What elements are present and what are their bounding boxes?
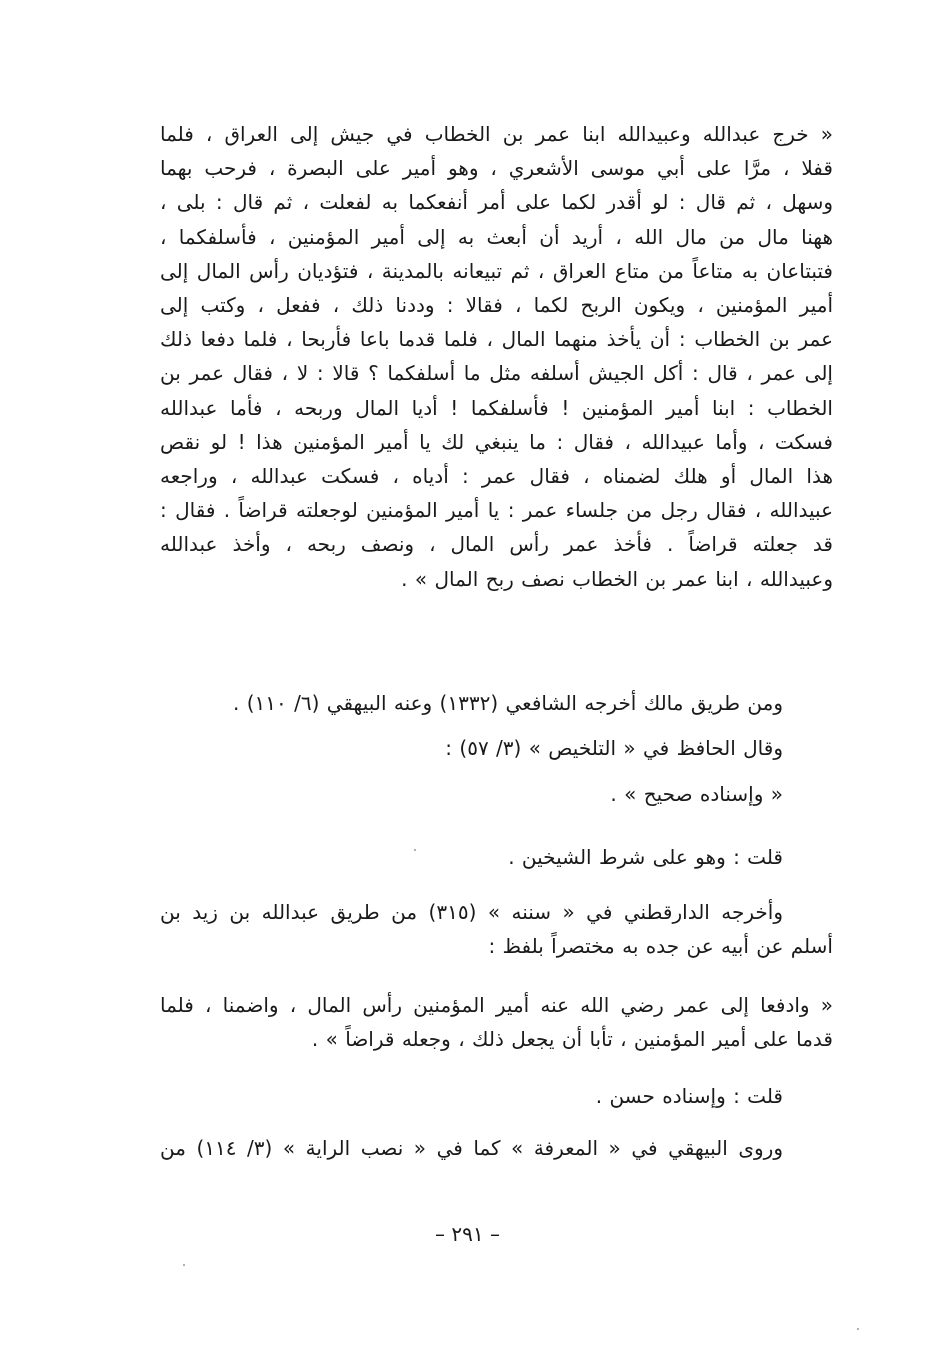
text-line: وسهل ، ثم قال : لو أقدر لكما على أمر أنفعكما به لفعلت ، ثم قال : بلى ، — [160, 190, 833, 215]
text-line: وروى البيهقي في « المعرفة » كما في « نصب الراية » (٣/ ١١٤) من — [160, 1136, 783, 1160]
text-line: فسكت ، وأما عبيدالله ، فقال : ما ينبغي لك يا أمير المؤمنين هذا ! لو نقص — [160, 429, 833, 454]
text-line: ومن طريق مالك أخرجه الشافعي (١٣٣٢) وعنه البيهقي (٦/ ١١٠) . — [232, 691, 783, 715]
narration-quote — [160, 117, 833, 596]
text-line: عمر بن الخطاب : أن يأخذ منهما المال ، فلما قدما باعا فأربحا ، فلما دفعا ذلك — [160, 327, 833, 352]
scan-speck — [183, 1264, 185, 1266]
text-line: هذا المال أو هلك لضمناه ، فقال عمر : أدياه ، فسكت عبدالله ، وراجعه — [160, 464, 833, 489]
text-line: ههنا مال من مال الله ، أريد أن أبعث به إلى أمير المؤمنين ، فأسلفكما ، — [160, 224, 833, 249]
paragraph-malik — [160, 686, 833, 720]
text-line: وقال الحافظ في « التلخيص » (٣/ ٥٧) : — [445, 736, 783, 760]
text-line: عبيدالله ، فقال رجل من جلساء عمر : يا أمير المؤمنين لوجعلته قراضاً . فقال : — [160, 498, 833, 523]
paragraph-qultu-2 — [160, 1079, 833, 1113]
paragraph-qultu-1 — [160, 840, 833, 874]
scan-speck — [857, 1328, 859, 1330]
paragraph-bayhaqi — [160, 1131, 833, 1165]
text-line: قلت : وهو على شرط الشيخين . — [508, 845, 783, 869]
text-line: قد جعلته قراضاً . فأخذ عمر رأس المال ، ونصف ربحه ، وأخذ عبدالله — [160, 532, 833, 557]
text-line: أمير المؤمنين ، ويكون الربح لكما ، فقالا : وددنا ذلك ، ففعل ، وكتب إلى — [160, 293, 833, 318]
text-line: قفلا ، مرَّا على أبي موسى الأشعري ، وهو أمير على البصرة ، فرحب بهما — [160, 156, 833, 181]
text-line: قلت : وإسناده حسن . — [595, 1084, 783, 1108]
text-line: أسلم عن أبيه عن جده به مختصراً بلفظ : — [488, 934, 833, 959]
text-line: « خرج عبدالله وعبيدالله ابنا عمر بن الخطاب في جيش إلى العراق ، فلما — [160, 122, 833, 146]
text-line: فتبتاعان به متاعاً من متاع العراق ، ثم تبيعانه بالمدينة ، فتؤديان رأس المال إلى — [160, 258, 833, 283]
text-line: « وإسناده صحيح » . — [610, 782, 783, 806]
paragraph-daraqutni — [160, 895, 833, 963]
text-line: وأخرجه الدارقطني في « سننه » (٣١٥) من طريق عبدالله بن زيد بن — [160, 900, 783, 924]
paragraph-isnad — [160, 777, 833, 811]
text-line: « وادفعا إلى عمر رضي الله عنه أمير المؤمنين رأس المال ، واضمنا ، فلما — [160, 993, 833, 1017]
paragraph-hafiz — [160, 731, 833, 765]
text-line: وعبيدالله ، ابنا عمر بن الخطاب نصف ربح المال » . — [401, 566, 833, 591]
scan-speck — [414, 849, 416, 851]
text-line: قدما على أمير المؤمنين ، تأبا أن يجعل ذلك ، وجعله قراضاً » . — [311, 1027, 833, 1052]
page-number: – ٢٩١ – — [435, 1222, 500, 1246]
text-line: الخطاب : ابنا أمير المؤمنين ! فأسلفكما ! أديا المال وربحه ، فأما عبدالله — [160, 395, 833, 420]
text-line: إلى عمر ، قال : أكل الجيش أسلفه مثل ما أسلفكما ؟ قالا : لا ، فقال عمر بن — [160, 361, 833, 386]
short-quote — [160, 988, 833, 1056]
